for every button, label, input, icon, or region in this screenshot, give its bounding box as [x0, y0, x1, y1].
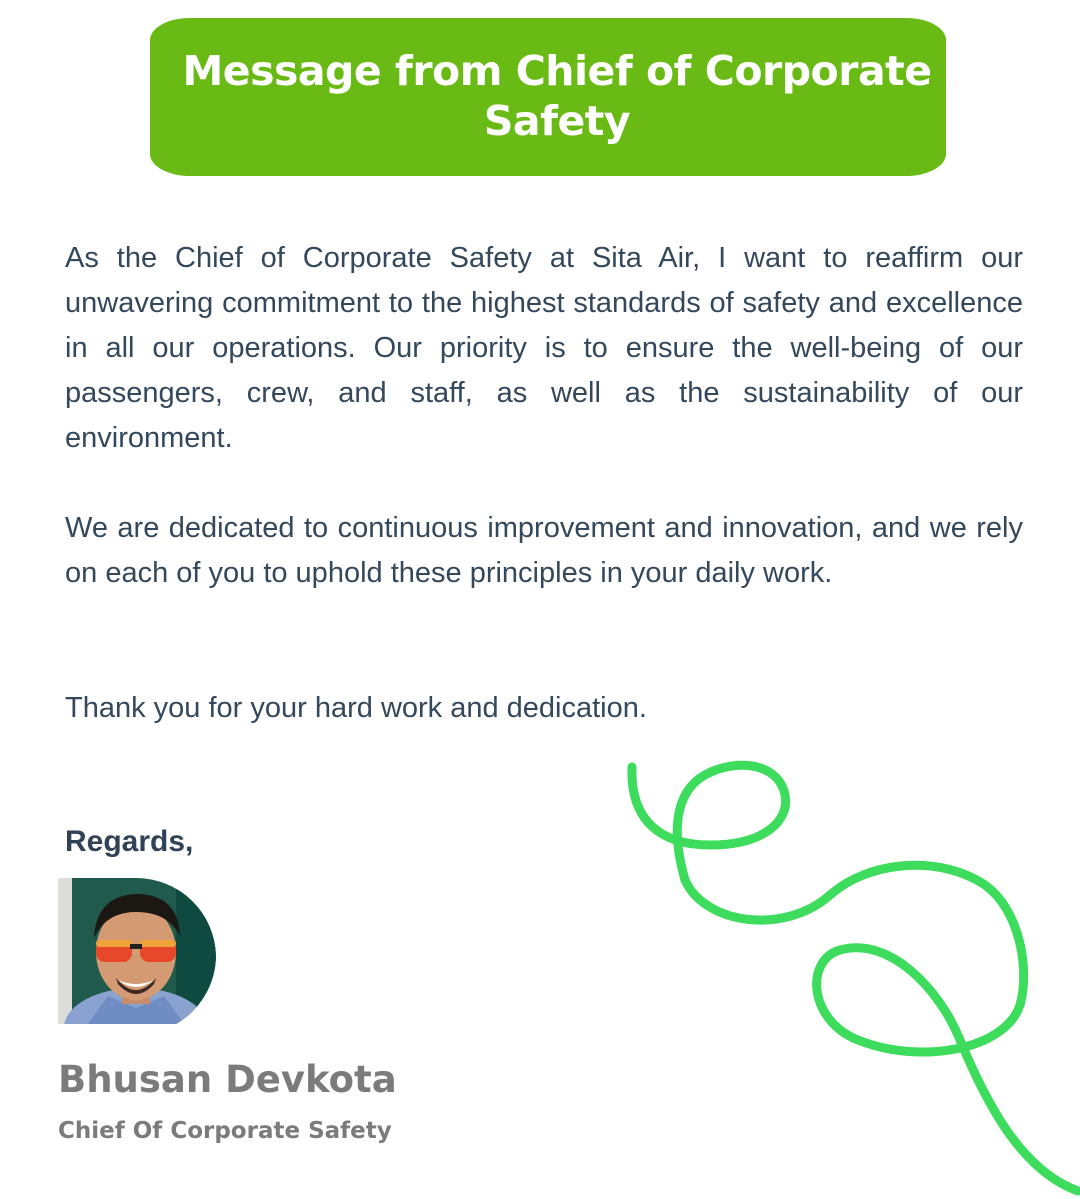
decorative-squiggle-line [600, 750, 1080, 1199]
signature-name: Bhusan Devkota [58, 1058, 397, 1101]
page-title: Message from Chief of Corporate Safety [182, 47, 932, 145]
signature-title: Chief Of Corporate Safety [58, 1118, 392, 1144]
message-paragraph-2: We are dedicated to continuous improvement and innovation, and we rely on each of you to uphold these principles in your daily work. [65, 512, 1023, 589]
message-paragraph-3: Thank you for your hard work and dedication. [65, 692, 647, 724]
message-paragraph-1: As the Chief of Corporate Safety at Sita Air, I want to reaffirm our unwavering commitment to the highest standards of safety and excellence in all our operations. Our priority is to ensure the well-being of our passengers, crew, and staff, as well as the sustainability of our environment. [65, 242, 1023, 454]
author-photo [58, 878, 216, 1024]
closing-regards: Regards, [65, 825, 194, 858]
